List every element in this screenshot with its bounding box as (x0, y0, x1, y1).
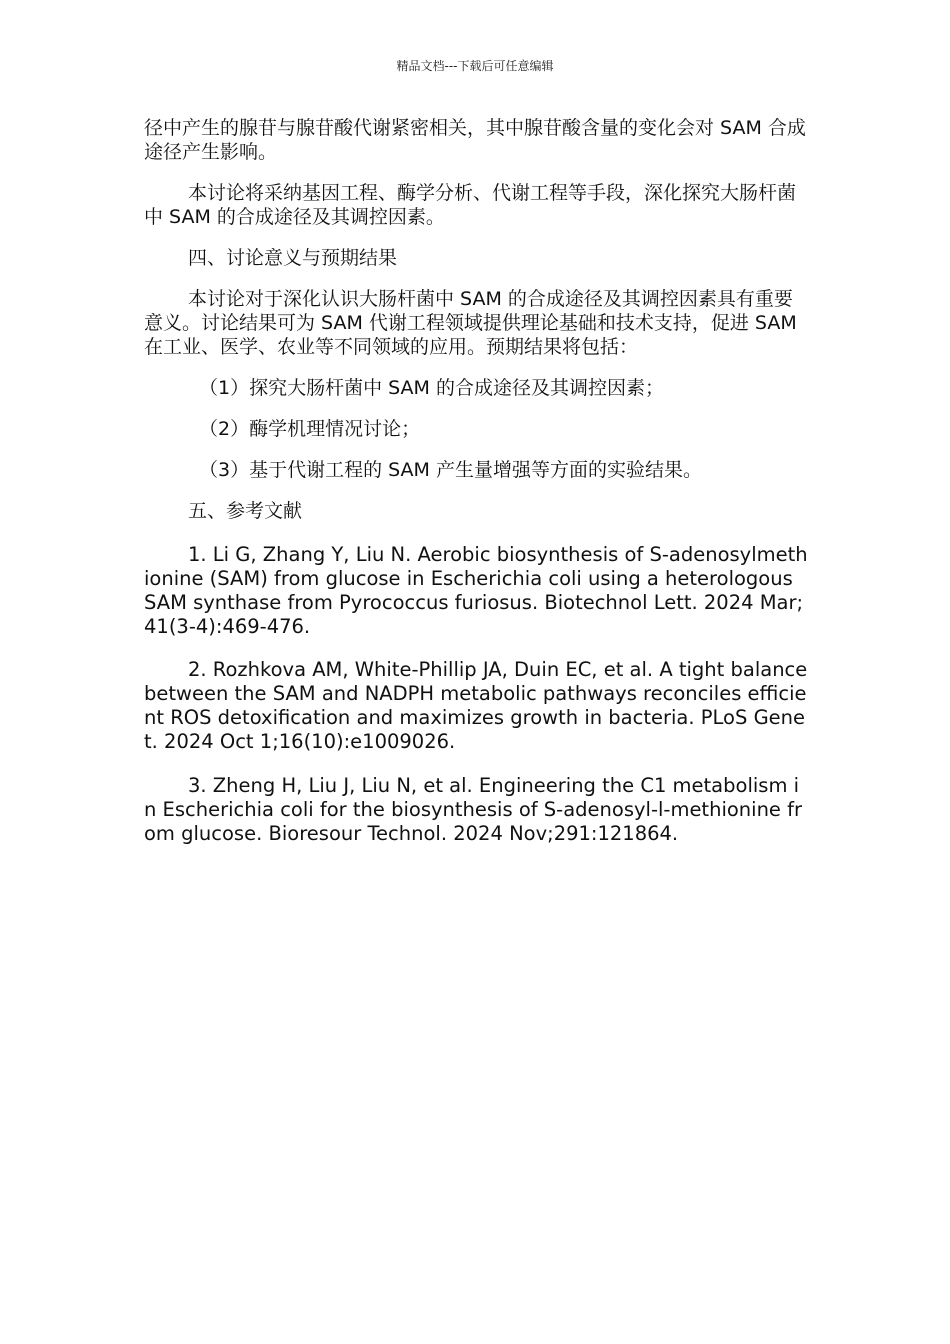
paragraph-significance: 本讨论对于深化认识大肠杆菌中 SAM 的合成途径及其调控因素具有重要意义。讨论结果可为 SAM 代谢工程领域提供理论基础和技术支持，促进 SAM 在工业、医学、农业等不同领域的应用。预期结果将包括： (144, 288, 797, 358)
section-heading-references: 五、参考文献 (188, 500, 303, 522)
section-heading-significance: 四、讨论意义与预期结果 (188, 247, 398, 269)
expected-result-item: （2）酶学机理情况讨论； (199, 418, 421, 440)
page-header: 精品文档---下载后可任意编辑 (396, 59, 554, 73)
reference-item: 3. Zheng H, Liu J, Liu N, et al. Engineering the C1 metabolism in Escherichia coli for the biosynthesis of S-adenosyl-l-methionine from glucose. Bioresour Technol. 2024 Nov;291:121864. (144, 773, 803, 845)
reference-item: 2. Rozhkova AM, White-Phillip JA, Duin EC, et al. A tight balance between the SAM and NADPH metabolic pathways reconciles efficient ROS detoxification and maximizes growth in bacteria. PLoS Genet. 2024 Oct 1;16(10):e1009026. (144, 658, 808, 753)
reference-item: 1. Li G, Zhang Y, Liu N. Aerobic biosynthesis of S-adenosylmethionine (SAM) from glucose in Escherichia coli using a heterologous SAM synthase from Pyrococcus furiosus. Biotechnol Lett. 2024 Mar;41(3-4):469-476. (144, 542, 808, 638)
paragraph-continued: 径中产生的腺苷与腺苷酸代谢紧密相关，其中腺苷酸含量的变化会对 SAM 合成途径产生影响。 (144, 117, 806, 163)
document-body (144, 116, 809, 863)
expected-result-item: （3）基于代谢工程的 SAM 产生量增强等方面的实验结果。 (199, 459, 702, 481)
expected-result-item: （1）探究大肠杆菌中 SAM 的合成途径及其调控因素； (199, 377, 664, 399)
paragraph-methods: 本讨论将采纳基因工程、酶学分析、代谢工程等手段，深化探究大肠杆菌中 SAM 的合成途径及其调控因素。 (144, 182, 797, 228)
